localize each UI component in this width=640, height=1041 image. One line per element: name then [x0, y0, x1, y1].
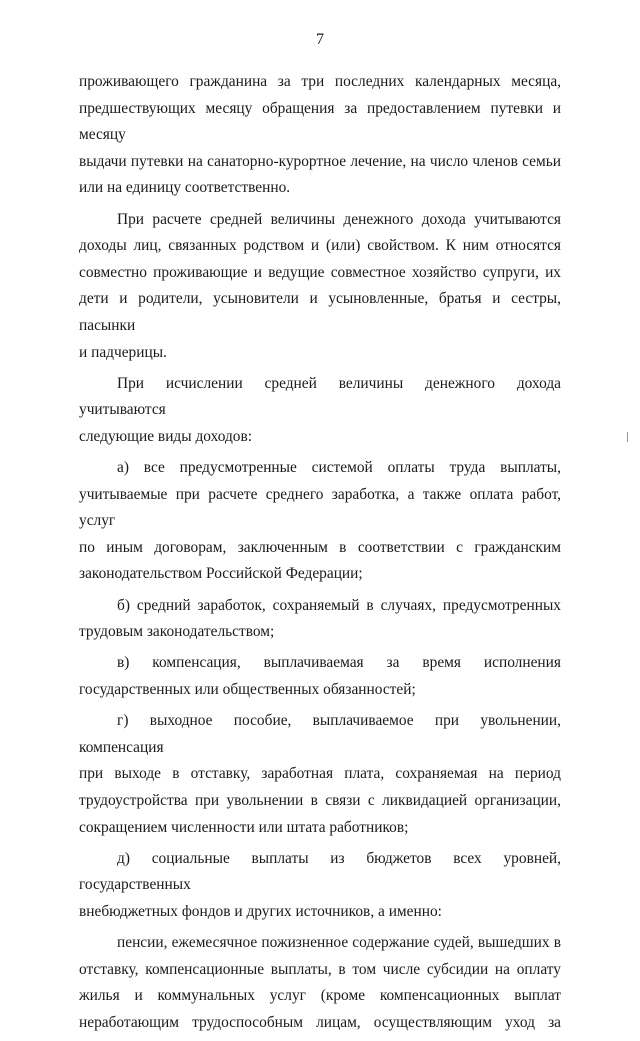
text-line: трудовым законодательством;: [79, 623, 275, 641]
margin-mark: [627, 432, 628, 442]
paragraph-item-g: [79, 708, 561, 841]
text-line: пенсии, ежемесячное пожизненное содержание судей, вышедших в: [117, 934, 561, 952]
text-line: жилья и коммунальных услуг (кроме компенсационных выплат: [79, 987, 561, 1005]
text-line: следующие виды доходов:: [79, 427, 253, 445]
text-line: по иным договорам, заключенным в соответствии с гражданским: [79, 538, 561, 556]
paragraph-item-a: [79, 455, 561, 588]
paragraph-2: [79, 207, 561, 367]
text-line: г) выходное пособие, выплачиваемое при увольнении, компенсация: [79, 712, 561, 756]
text-line: трудоустройства при увольнении в связи с ликвидацией организации,: [79, 792, 561, 809]
text-line: в) компенсация, выплачиваемая за время исполнения: [117, 654, 561, 672]
text-line: и падчерицы.: [79, 343, 167, 361]
text-line: доходы лиц, связанных родством и (или) свойством. К ним относятся: [79, 237, 561, 255]
text-line: д) социальные выплаты из бюджетов всех уровней, государственных: [79, 849, 561, 894]
text-line: а) все предусмотренные системой оплаты труда выплаты,: [117, 459, 561, 477]
text-line: отставку, компенсационные выплаты, в том числе субсидии на оплату: [79, 960, 561, 978]
paragraph-item-v: [79, 650, 561, 703]
text-line: При расчете средней величины денежного дохода учитываются: [117, 210, 561, 228]
text-line: б) средний заработок, сохраняемый в случаях, предусмотренных: [117, 596, 561, 614]
text-line: сокращением численности или штата работников;: [79, 818, 409, 836]
text-line: выдачи путевки на санаторно-курортное лечение, на число членов семьи: [79, 152, 561, 170]
text-line: дети и родители, усыновители и усыновленные, братья и сестры, пасынки: [79, 290, 561, 334]
text-line: При исчислении средней величины денежного дохода учитываются: [79, 374, 561, 419]
text-line: при выходе в отставку, заработная плата, сохраняемая на период: [79, 765, 561, 783]
paragraph-item-b: [79, 593, 561, 646]
document-body: [79, 69, 561, 1041]
paragraph-3: [79, 371, 561, 451]
text-line: совместно проживающие и ведущие совместное хозяйство супруги, их: [79, 263, 561, 281]
text-line: предшествующих месяцу обращения за предоставлением путевки и месяцу: [79, 99, 561, 144]
paragraph-item-d: [79, 846, 561, 926]
text-line: неработающим трудоспособным лицам, осуществляющим уход за: [79, 1013, 561, 1031]
text-line: учитываемые при расчете среднего заработка, а также оплата работ, услуг: [79, 485, 561, 530]
page-number: 7: [316, 31, 324, 48]
paragraph-1: [79, 69, 561, 202]
text-line: проживающего гражданина за три последних календарных месяца,: [79, 73, 561, 90]
paragraph-pensions: [79, 930, 561, 1036]
text-line: законодательством Российской Федерации;: [79, 565, 363, 583]
text-line: государственных или общественных обязанностей;: [79, 681, 416, 699]
text-line: внебюджетных фондов и других источников, а именно:: [79, 902, 442, 920]
text-line: или на единицу соответственно.: [79, 179, 291, 197]
